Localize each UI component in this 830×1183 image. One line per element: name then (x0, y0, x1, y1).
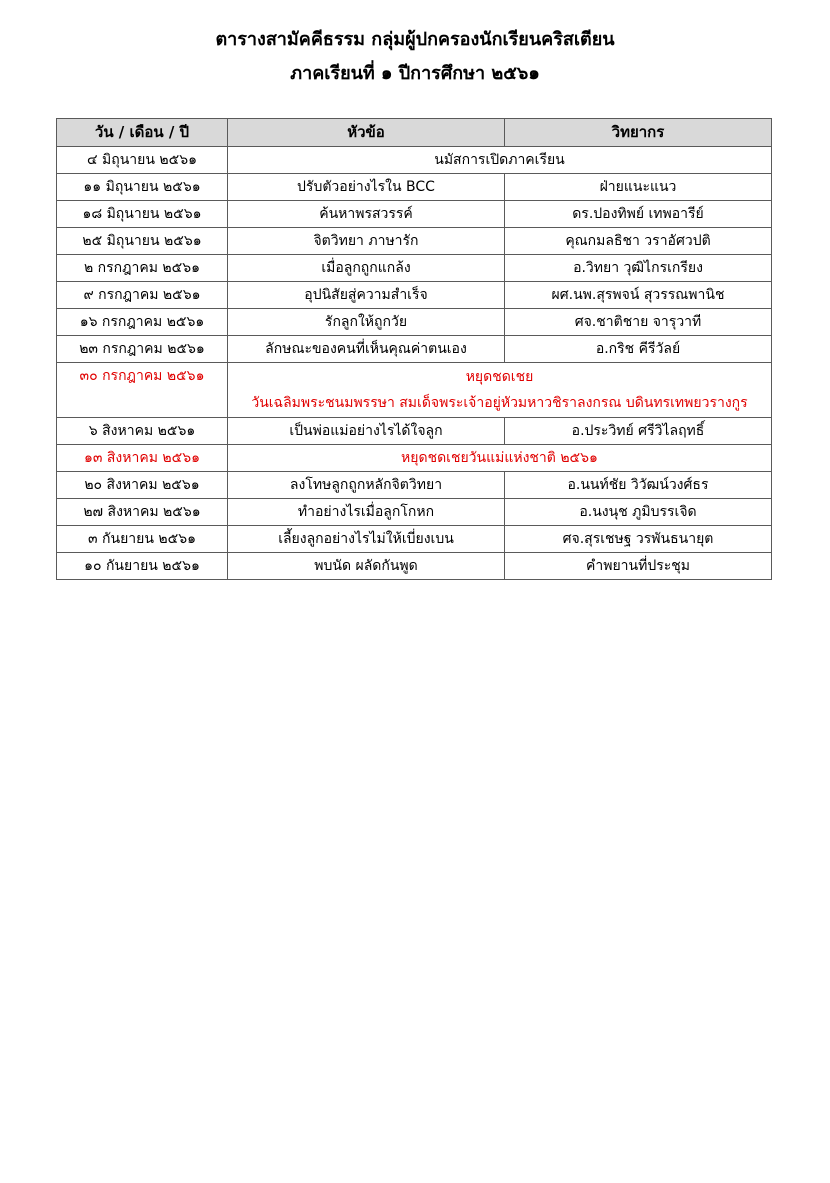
topic-cell: จิตวิทยา ภาษารัก (228, 228, 505, 255)
date-cell: ๒๗ สิงหาคม ๒๕๖๑ (57, 499, 228, 526)
topic-cell: ค้นหาพรสวรรค์ (228, 201, 505, 228)
table-row (57, 336, 772, 363)
date-cell: ๖ สิงหาคม ๒๕๖๑ (57, 418, 228, 445)
table-row-holiday (57, 445, 772, 472)
topic-cell: ปรับตัวอย่างไรใน BCC (228, 174, 505, 201)
table-row (57, 309, 772, 336)
speaker-cell: ผศ.นพ.สุรพจน์ สุวรรณพานิช (505, 282, 772, 309)
date-cell: ๙ กรกฎาคม ๒๕๖๑ (57, 282, 228, 309)
table-row (57, 472, 772, 499)
speaker-cell: คำพยานที่ประชุม (505, 553, 772, 580)
holiday-date-cell: ๓๐ กรกฎาคม ๒๕๖๑ (57, 363, 228, 418)
schedule-table (56, 118, 772, 580)
date-cell: ๑๑ มิถุนายน ๒๕๖๑ (57, 174, 228, 201)
topic-cell: เลี้ยงลูกอย่างไรไม่ให้เบี่ยงเบน (228, 526, 505, 553)
speaker-cell: ศจ.สุรเชษฐ วรพันธนายุต (505, 526, 772, 553)
table-row (57, 553, 772, 580)
table-row-holiday (57, 363, 772, 418)
document-title: ตารางสามัคคีธรรม กลุ่มผู้ปกครองนักเรียนคริสเตียน (215, 29, 615, 50)
topic-cell: พบนัด ผลัดกันพูด (228, 553, 505, 580)
table-row (57, 147, 772, 174)
table-row (57, 174, 772, 201)
date-cell: ๑๖ กรกฎาคม ๒๕๖๑ (57, 309, 228, 336)
speaker-cell: อ.นนท์ชัย วิวัฒน์วงศ์ธร (505, 472, 772, 499)
speaker-cell: อ.กริช คีรีวัลย์ (505, 336, 772, 363)
table-row (57, 526, 772, 553)
holiday-cell (228, 363, 772, 418)
event-cell: นมัสการเปิดภาคเรียน (228, 147, 772, 174)
topic-cell: รักลูกให้ถูกวัย (228, 309, 505, 336)
document-subtitle: ภาคเรียนที่ ๑ ปีการศึกษา ๒๕๖๑ (290, 63, 540, 84)
table-row (57, 201, 772, 228)
date-cell: ๒๐ สิงหาคม ๒๕๖๑ (57, 472, 228, 499)
holiday-description: วันเฉลิมพระชนมพรรษา สมเด็จพระเจ้าอยู่หัวมหาวชิราลงกรณ บดินทรเทพยวรางกูร (251, 395, 748, 411)
date-cell: ๒๓ กรกฎาคม ๒๕๖๑ (57, 336, 228, 363)
topic-cell: ลักษณะของคนที่เห็นคุณค่าตนเอง (228, 336, 505, 363)
speaker-cell: อ.ประวิทย์ ศรีวิไลฤทธิ์ (505, 418, 772, 445)
table-header-row (57, 119, 772, 147)
topic-cell: เป็นพ่อแม่อย่างไรได้ใจลูก (228, 418, 505, 445)
speaker-cell: อ.วิทยา วุฒิไกรเกรียง (505, 255, 772, 282)
date-cell: ๓ กันยายน ๒๕๖๑ (57, 526, 228, 553)
holiday-cell: หยุดชดเชยวันแม่แห่งชาติ ๒๕๖๑ (228, 445, 772, 472)
holiday-title: หยุดชดเชย (465, 369, 534, 385)
topic-cell: เมื่อลูกถูกแกล้ง (228, 255, 505, 282)
holiday-date-cell: ๑๓ สิงหาคม ๒๕๖๑ (57, 445, 228, 472)
column-header-topic: หัวข้อ (228, 119, 505, 147)
column-header-speaker: วิทยากร (505, 119, 772, 147)
table-row (57, 228, 772, 255)
table-row (57, 499, 772, 526)
date-cell: ๑๘ มิถุนายน ๒๕๖๑ (57, 201, 228, 228)
topic-cell: อุปนิสัยสู่ความสำเร็จ (228, 282, 505, 309)
date-cell: ๑๐ กันยายน ๒๕๖๑ (57, 553, 228, 580)
speaker-cell: คุณกมลธิชา วราอัศวปติ (505, 228, 772, 255)
speaker-cell: อ.นงนุช ภูมิบรรเจิด (505, 499, 772, 526)
topic-cell: ลงโทษลูกถูกหลักจิตวิทยา (228, 472, 505, 499)
table-row (57, 282, 772, 309)
date-cell: ๔ มิถุนายน ๒๕๖๑ (57, 147, 228, 174)
table-row (57, 418, 772, 445)
speaker-cell: ศจ.ชาติชาย จารุวาที (505, 309, 772, 336)
speaker-cell: ดร.ปองทิพย์ เทพอารีย์ (505, 201, 772, 228)
date-cell: ๒๕ มิถุนายน ๒๕๖๑ (57, 228, 228, 255)
topic-cell: ทำอย่างไรเมื่อลูกโกหก (228, 499, 505, 526)
speaker-cell: ฝ่ายแนะแนว (505, 174, 772, 201)
table-row (57, 255, 772, 282)
date-cell: ๒ กรกฎาคม ๒๕๖๑ (57, 255, 228, 282)
column-header-date: วัน / เดือน / ปี (57, 119, 228, 147)
